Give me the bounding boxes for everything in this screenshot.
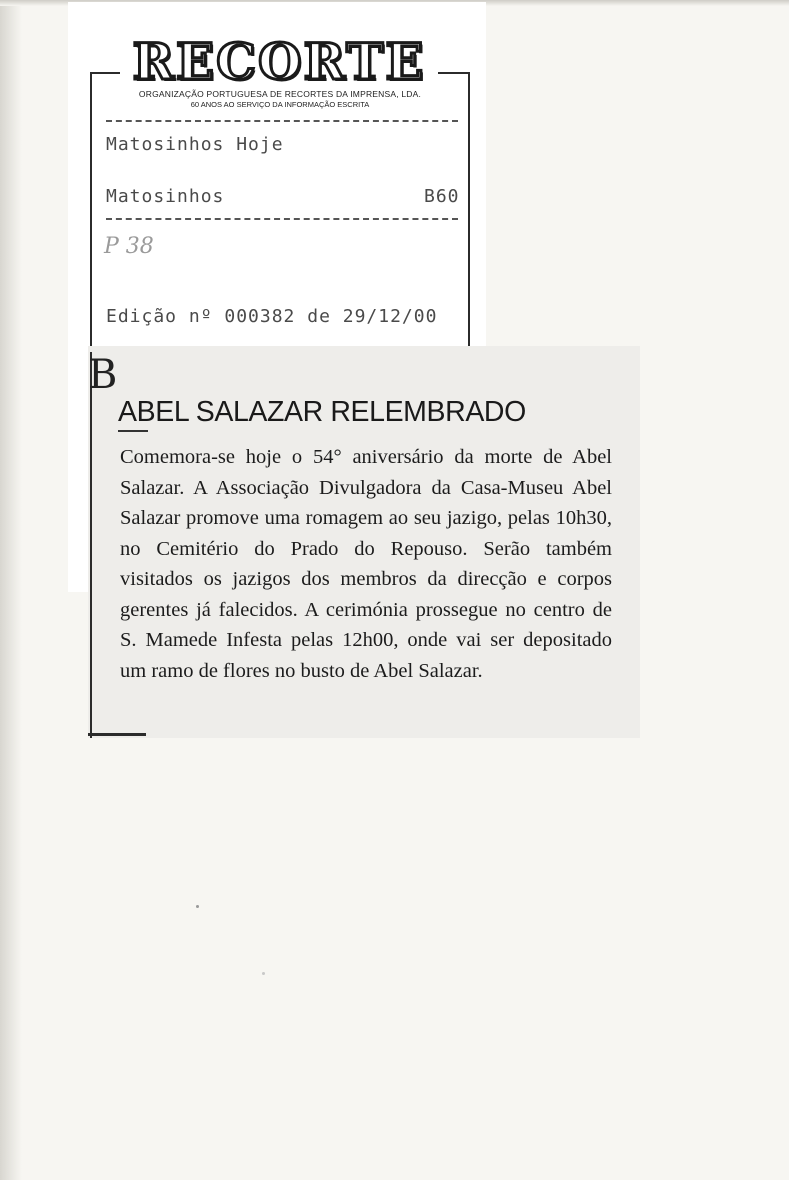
title-underline-mark [118, 430, 148, 432]
clipping-bottom-line [88, 733, 146, 736]
publication-name: Matosinhos Hoje [106, 134, 284, 155]
divider-bottom [106, 218, 458, 220]
article-body: Comemora-se hoje o 54° aniversário da morte de Abel Salazar. A Associação Divulgadora da Casa-Museu Abel Salazar promove uma romagem ao seu jazigo, pelas 10h30, no Cemitério do Prado do Repouso. Serão também visitados os jazigos dos membros da direcção e corpos gerentes já falecidos. A cerimónia prossegue no centro de S. Mamede Infesta pelas 12h00, onde vai ser depositado um ramo de flores no busto de Abel Salazar. [120, 446, 612, 682]
tagline: 60 ANOS AO SERVIÇO DA INFORMAÇÃO ESCRITA [190, 100, 370, 109]
article-title: ABEL SALAZAR RELEMBRADO [118, 396, 526, 428]
divider-top [106, 120, 458, 122]
page-note: P 38 [104, 234, 154, 259]
paper-speck [262, 972, 265, 975]
section-mark: B [88, 352, 118, 398]
code: B60 [424, 186, 460, 207]
organization-line: ORGANIZAÇÃO PORTUGUESA DE RECORTES DA IMPRENSA, LDA. [138, 89, 422, 99]
recorte-logo: RECORTE [132, 32, 426, 91]
paper-speck [196, 905, 199, 908]
page-edge [0, 0, 22, 1180]
clipping-left-line [90, 352, 92, 738]
location: Matosinhos [106, 186, 225, 207]
edition-line: Edição nº 000382 de 29/12/00 [106, 306, 438, 327]
